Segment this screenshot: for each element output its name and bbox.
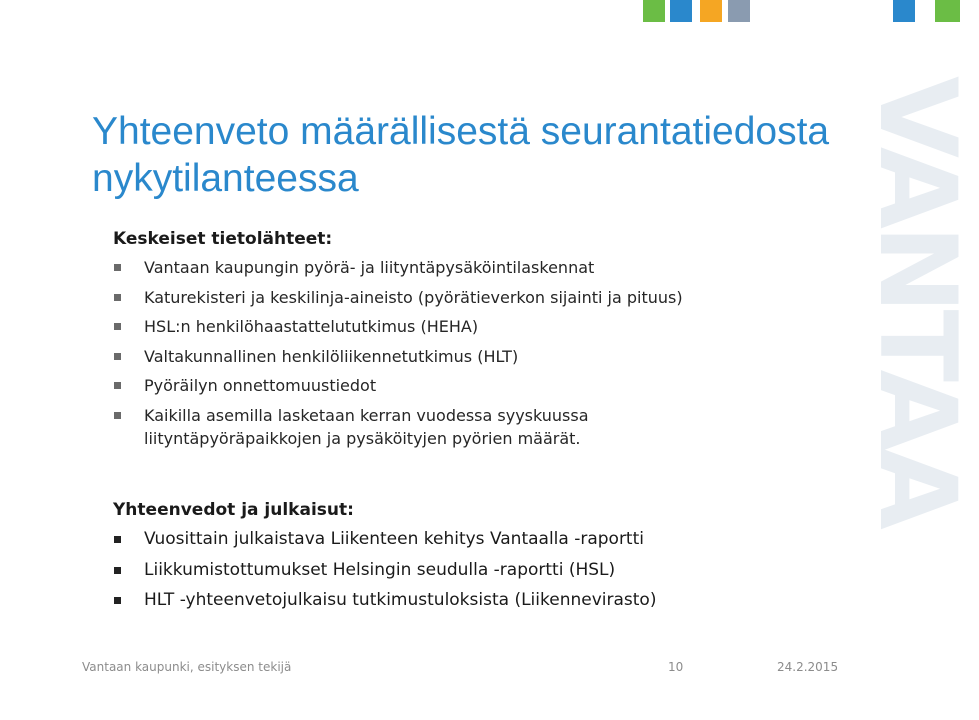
square-1 xyxy=(643,0,665,22)
list-item-text: HSL:n henkilöhaastattelututkimus (HEHA) xyxy=(144,317,479,336)
sources-section xyxy=(113,229,853,450)
footer-author: Vantaan kaupunki, esityksen tekijä xyxy=(82,660,292,674)
list-item xyxy=(113,342,853,372)
list-item xyxy=(113,524,853,555)
list-item-text: Vuosittain julkaistava Liikenteen kehitys Vantaalla -raportti xyxy=(144,529,644,549)
square-bullet-icon xyxy=(114,536,121,543)
square-5 xyxy=(893,0,915,22)
summaries-heading: Yhteenvedot ja julkaisut: xyxy=(113,500,354,520)
square-bullet-icon xyxy=(114,597,121,604)
list-item xyxy=(113,555,853,586)
list-item-text: Pyöräilyn onnettomuustiedot xyxy=(144,376,377,395)
summaries-list xyxy=(113,524,853,616)
square-4 xyxy=(728,0,750,22)
list-item-text: Valtakunnallinen henkilöliikennetutkimus (HLT) xyxy=(144,346,519,366)
vantaa-watermark-logo xyxy=(856,76,979,526)
list-item-text: Kaikilla asemilla lasketaan kerran vuodessa syyskuussa liityntäpyöräpaikkojen ja pysäköityjen pyörien määrät. xyxy=(144,405,589,448)
sources-list xyxy=(113,253,853,450)
list-item-text: Liikkumistottumukset Helsingin seudulla -raportti (HSL) xyxy=(144,559,616,580)
list-item-text: HLT -yhteenvetojulkaisu tutkimustuloksista (Liikennevirasto) xyxy=(144,590,657,610)
list-item-text: Katurekisteri ja keskilinja-aineisto (pyörätieverkon sijainti ja pituus) xyxy=(144,287,683,307)
square-6 xyxy=(935,0,960,22)
page-title: Yhteenveto määrällisestä seurantatiedosta nykytilanteessa xyxy=(92,110,830,200)
list-item xyxy=(113,585,853,616)
list-item-text: Vantaan kaupungin pyörä- ja liityntäpysäköintilaskennat xyxy=(144,258,595,277)
square-3 xyxy=(700,0,722,22)
list-item xyxy=(113,253,853,283)
square-bullet-icon xyxy=(114,294,121,301)
sources-heading: Keskeiset tietolähteet: xyxy=(113,229,333,249)
square-bullet-icon xyxy=(114,567,121,574)
square-2 xyxy=(670,0,692,22)
watermark-text: VANTAA xyxy=(856,76,979,526)
square-bullet-icon xyxy=(114,353,121,360)
square-bullet-icon xyxy=(114,264,121,271)
footer-date: 24.2.2015 xyxy=(777,660,839,674)
decorative-squares xyxy=(643,0,960,22)
square-bullet-icon xyxy=(114,323,121,330)
summaries-section xyxy=(113,500,853,616)
square-bullet-icon xyxy=(114,382,121,389)
list-item xyxy=(113,401,853,450)
square-bullet-icon xyxy=(114,412,121,419)
footer-page-number: 10 xyxy=(668,660,684,674)
list-item xyxy=(113,371,853,401)
list-item xyxy=(113,312,853,342)
list-item xyxy=(113,283,853,313)
